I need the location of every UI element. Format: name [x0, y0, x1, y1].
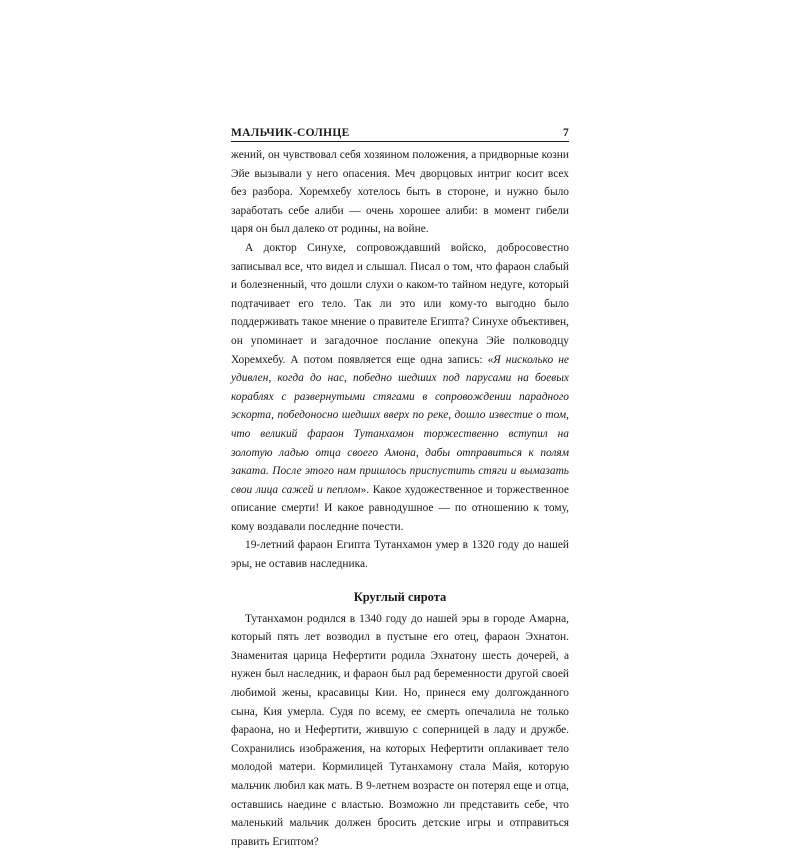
paragraph-sinuhe-outro: ». Какое художественное и торжественное описание смерти! И какое равнодушное — по отношению к тому, кому воздавали последние почести.	[231, 483, 569, 533]
paragraph-birth: Тутанхамон родился в 1340 году до нашей эры в городе Амарна, который пять лет возводил в пустыне его отец, фараон Эхнатон. Знаменитая царица Нефертити родила Эхнатону шесть дочерей, а нужен был наследник, и фараон был рад беременности другой своей любимой жены, красавицы Кии. Но, принеся ему долгожданного сына, Кия умерла. Судя по всему, ее смерть опечалила не только фараона, но и Нефертити, жившую с соперницей в ладу и дружбе. Сохранились изображения, на которых Нефертити оплакивает тело молодой матери. Кормилицей Тутанхамону стала Майя, которую мальчик любил как мать. В 9-летнем возрасте он потерял еще и отца, оставшись наедине с властью. Возможно ли представить себе, что маленький мальчик должен бросить детские игры и отправиться править Египтом?	[231, 612, 569, 848]
paragraph-death: 19-летний фараон Египта Тутанхамон умер в 1320 году до нашей эры, не оставив наследника.	[231, 539, 569, 571]
paragraph-continuation: жений, он чувствовал себя хозяином положения, а придворные козни Эйе вызывали у него опасения. Меч дворцовых интриг косит всех без разбора. Хоремхебу хотелось быть в стороне, и нужно было заработать себе алиби — очень хорошее алиби: в момент гибели царя он был далеко от родины, на войне.	[231, 149, 569, 236]
paragraph-sinuhe	[231, 239, 569, 537]
page-number: 7	[562, 127, 569, 139]
paragraph-sinuhe-intro: А доктор Синухе, сопровождавший войско, добросовестно записывал все, что видел и слышал. Писал о том, что фараон слабый и болезненный, что дошли слухи о каком-то тайном недуге, который подтачивает его тело. Так ли это или кому-то выгодно было поддерживать такое мнение о правителе Египта? Синухе объективен, он упоминает и загадочное послание опекуна Эйе полководцу Хоремхебу. А потом появляется еще одна запись: «	[231, 241, 569, 366]
running-title: МАЛЬЧИК-СОЛНЦЕ	[231, 127, 350, 139]
running-header	[231, 127, 569, 142]
section-title: Круглый сирота	[353, 589, 447, 604]
sinuhe-quote: Я нисколько не удивлен, когда до нас, победно шедших под парусами на боевых кораблях с развернутыми стягами в сопровождении парадного эскорта, победоносно шедших вверх по реке, дошло известие о том, что великий фараон Тутанхамон торжественно вступил на золотую ладью отца своего Амона, дабы отправиться к полям заката. После этого нам пришлось приспустить стяги и вымазать свои лица сажей и пеплом	[231, 353, 569, 496]
book-page	[231, 127, 569, 851]
main-text	[231, 146, 569, 851]
